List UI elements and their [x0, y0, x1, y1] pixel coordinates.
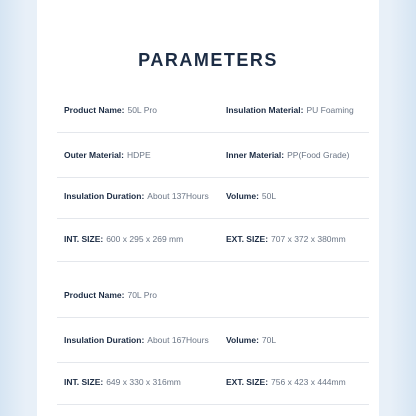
- spec-row: [57, 360, 369, 405]
- spec-value: HDPE: [127, 150, 151, 160]
- spec-row: [57, 88, 369, 133]
- spec-value: About 137Hours: [147, 191, 209, 201]
- spec-left: [64, 174, 209, 218]
- spec-right: [226, 133, 349, 177]
- spec-value: PU Foaming: [306, 105, 354, 115]
- spec-row: [57, 318, 369, 363]
- parameters-panel: [37, 0, 379, 416]
- spec-right: [226, 174, 276, 218]
- spec-left: [64, 133, 151, 177]
- spec-value: 50L Pro: [127, 105, 157, 115]
- spec-row: [57, 133, 369, 178]
- spec-value: 600 x 295 x 269 mm: [106, 234, 184, 244]
- spec-value: 707 x 372 x 380mm: [271, 234, 346, 244]
- spec-label: Volume:: [226, 335, 259, 345]
- spec-right: [226, 360, 346, 404]
- spec-label: Outer Material:: [64, 150, 124, 160]
- spec-right: [226, 88, 354, 132]
- spec-label: INT. SIZE:: [64, 377, 104, 387]
- spec-label: EXT. SIZE:: [226, 234, 269, 244]
- spec-row: [57, 174, 369, 219]
- page-title: PARAMETERS: [138, 50, 278, 70]
- spec-label: Product Name:: [64, 105, 125, 115]
- spec-left: [64, 273, 157, 317]
- spec-value: 70L: [261, 335, 277, 345]
- spec-value: 70L Pro: [127, 290, 157, 300]
- spec-left: [64, 360, 181, 404]
- spec-right: [226, 318, 276, 362]
- spec-right: [226, 217, 346, 261]
- spec-label: Insulation Duration:: [64, 335, 145, 345]
- spec-value: 756 x 423 x 444mm: [271, 377, 346, 387]
- spec-label: INT. SIZE:: [64, 234, 104, 244]
- spec-label: EXT. SIZE:: [226, 377, 269, 387]
- spec-value: 649 x 330 x 316mm: [106, 377, 181, 387]
- spec-label: Insulation Duration:: [64, 191, 145, 201]
- spec-value: About 167Hours: [147, 335, 209, 345]
- spec-row: [57, 273, 369, 318]
- spec-value: 50L: [261, 191, 277, 201]
- spec-row: [57, 217, 369, 262]
- spec-value: PP(Food Grade): [287, 150, 350, 160]
- spec-left: [64, 318, 209, 362]
- spec-left: [64, 88, 157, 132]
- spec-left: [64, 217, 183, 261]
- spec-label: Insulation Material:: [226, 105, 304, 115]
- spec-label: Volume:: [226, 191, 259, 201]
- spec-label: Inner Material:: [226, 150, 285, 160]
- spec-label: Product Name:: [64, 290, 125, 300]
